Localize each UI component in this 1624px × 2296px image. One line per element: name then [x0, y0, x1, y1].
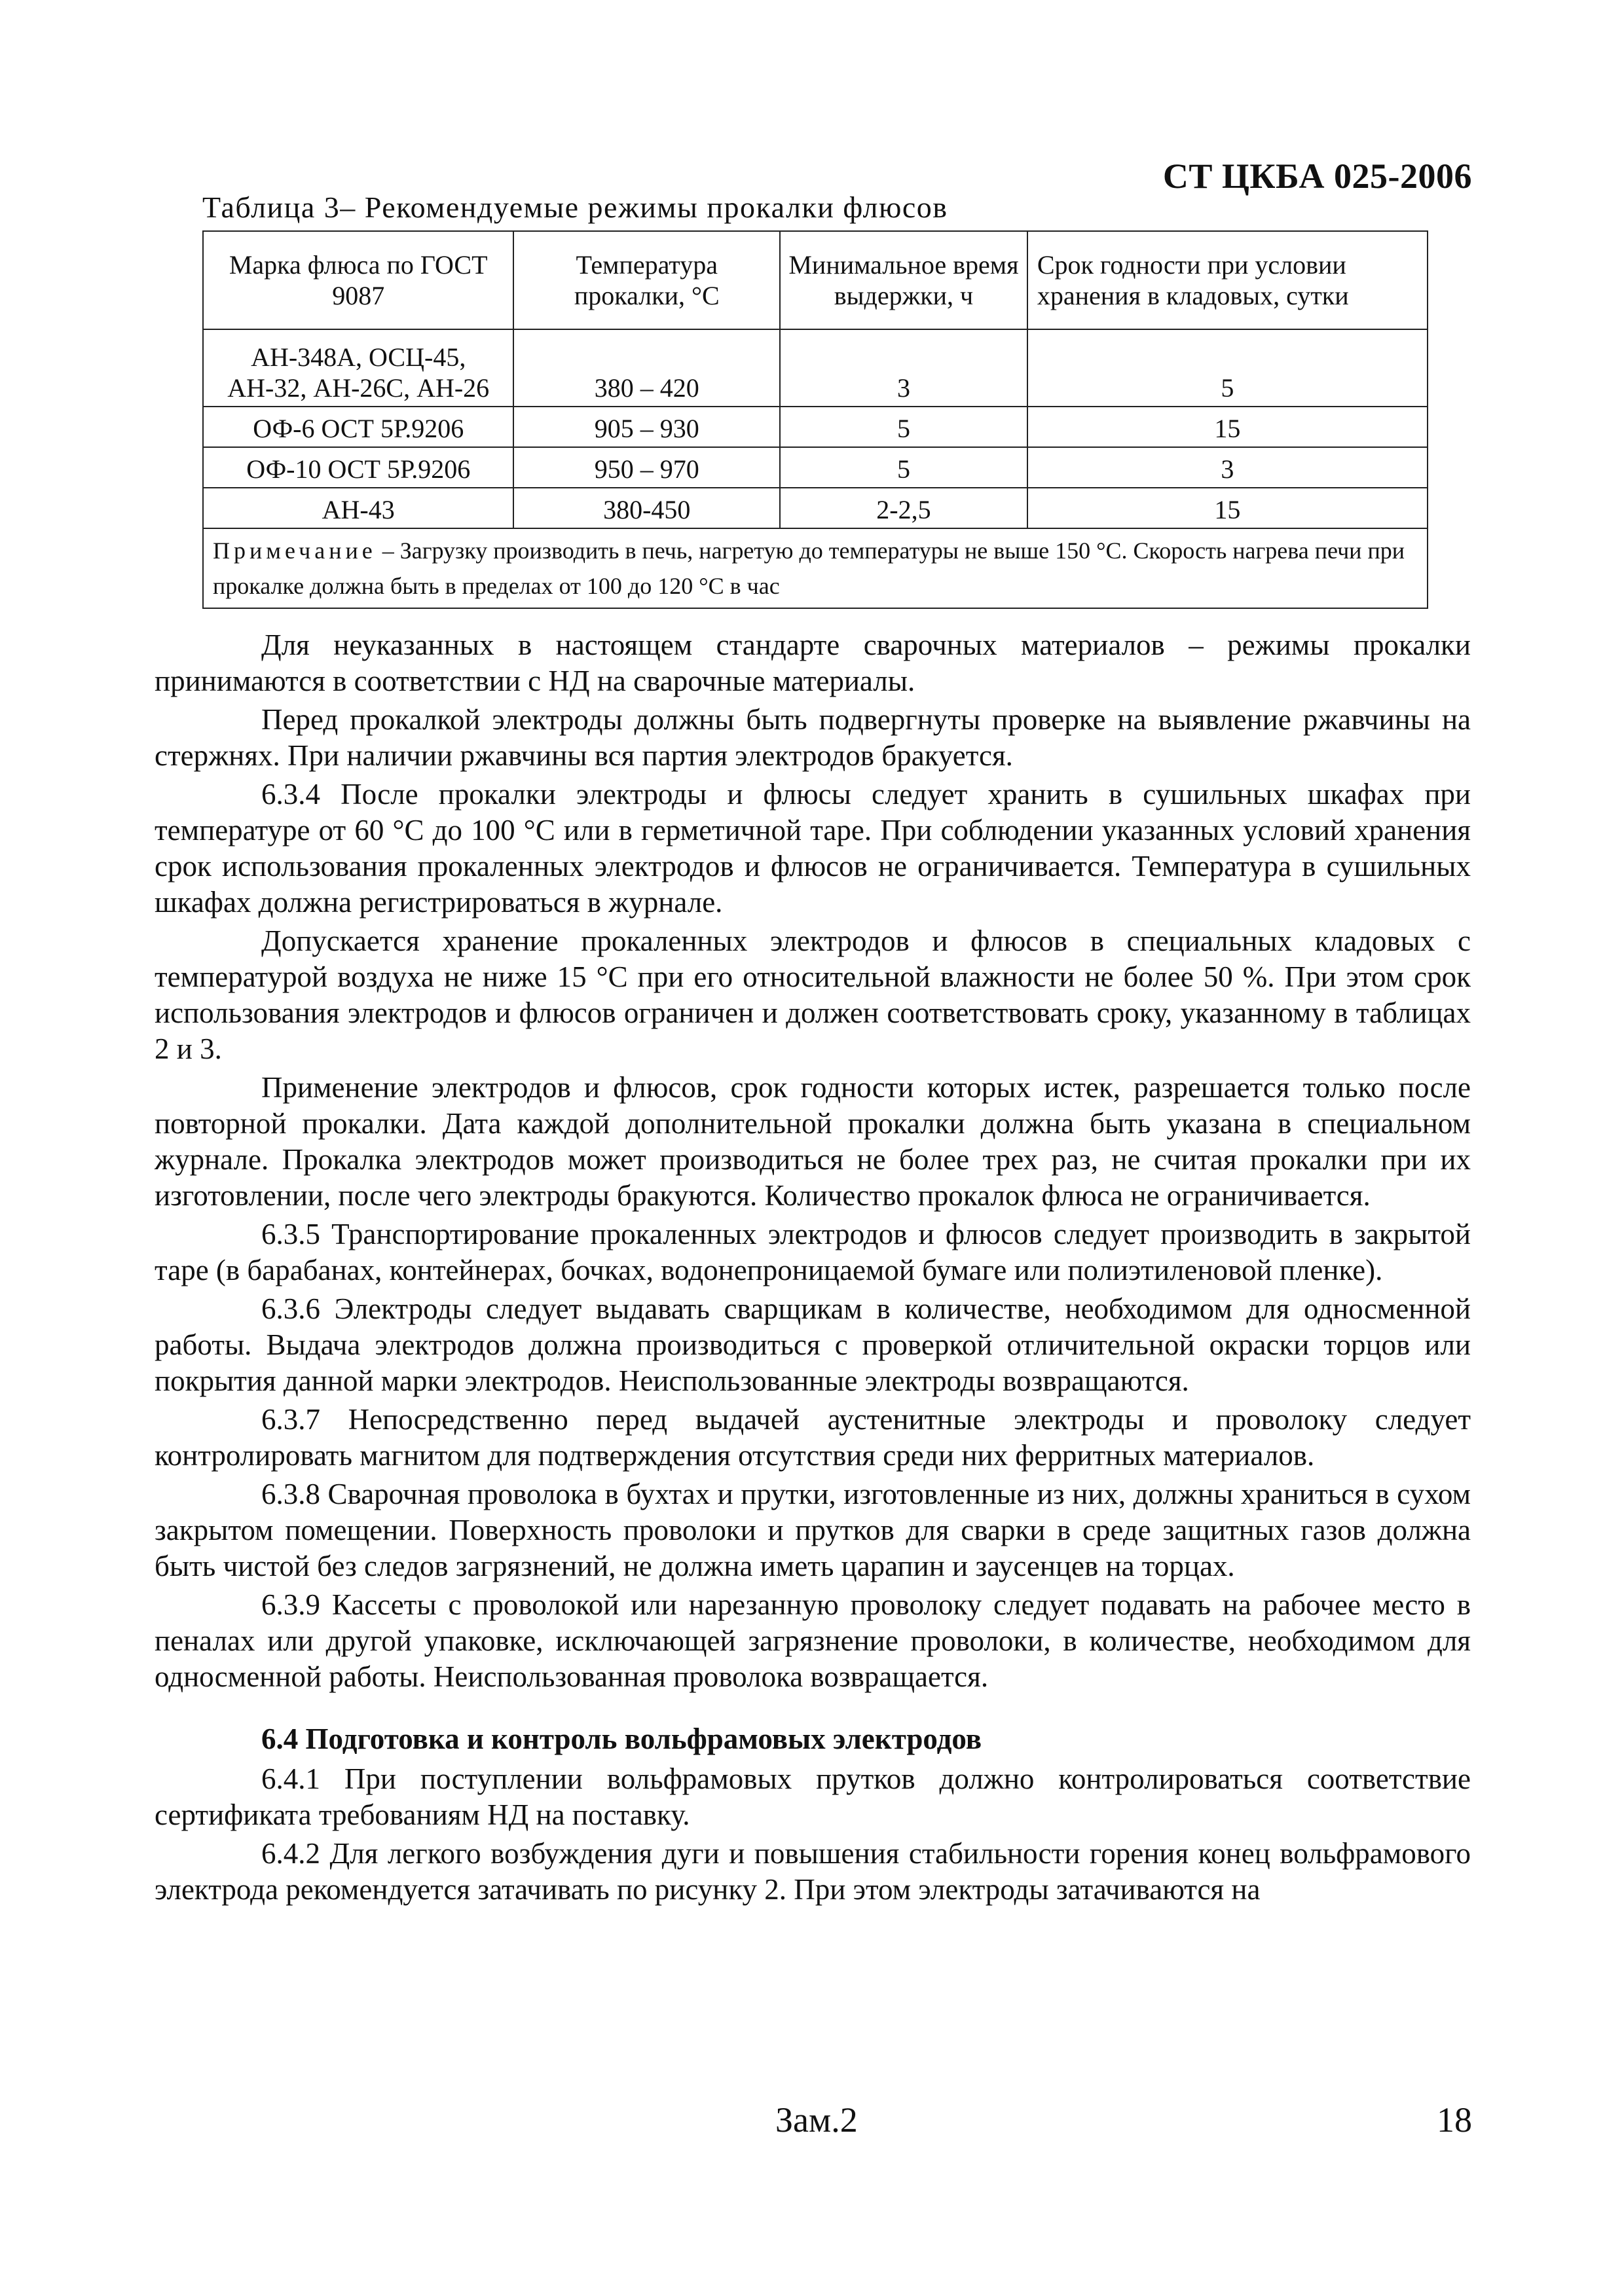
table-cell: АН-43 — [203, 488, 513, 528]
paragraph: 6.3.9 Кассеты с проволокой или нарезанную проволоку следует подавать на рабочее место в пеналах или другой упаковке, исключающей загрязнение проволоки, в количестве, необходимом для односменной работы. Неиспользованная проволока возвращается. — [155, 1588, 1471, 1693]
revision-mark: Зам.2 — [775, 2100, 858, 2140]
table-cell: ОФ-10 ОСТ 5Р.9206 — [203, 447, 513, 488]
table-cell: ОФ-6 ОСТ 5Р.9206 — [203, 407, 513, 447]
table-row — [203, 488, 1428, 528]
table-cell: 950 – 970 — [513, 447, 780, 488]
table-row — [203, 407, 1428, 447]
column-header: Марка флюса по ГОСТ 9087 — [203, 231, 513, 329]
paragraph: 6.4.1 При поступлении вольфрамовых прутков должно контролироваться соответствие сертификата требованиям НД на поставку. — [155, 1762, 1471, 1831]
table-cell: 3 — [780, 329, 1027, 407]
table-cell: 15 — [1027, 488, 1428, 528]
column-header: Минимальное время выдержки, ч — [780, 231, 1027, 329]
flux-calcination-table — [202, 230, 1428, 609]
column-header: Срок годности при условии хранения в кладовых, сутки — [1027, 231, 1428, 329]
table-header-row — [203, 231, 1428, 329]
paragraph: 6.3.4 После прокалки электроды и флюсы следует хранить в сушильных шкафах при температуре от 60 °С до 100 °С или в герметичной таре. При соблюдении указанных условий хранения срок использования прокаленных электродов и флюсов не ограничивается. Температура в сушильных шкафах должна регистрироваться в журнале. — [155, 778, 1471, 919]
column-header: Температура прокалки, °С — [513, 231, 780, 329]
paragraph: 6.3.8 Сварочная проволока в бухтах и прутки, изготовленные из них, должны храниться в сухом закрытом помещении. Поверхность проволоки и прутков для сварки в среде защитных газов должна быть чистой без следов загрязнений, не должна иметь царапин и заусенцев на торцах. — [155, 1478, 1471, 1582]
table-cell: 5 — [780, 407, 1027, 447]
paragraph: 6.4.2 Для легкого возбуждения дуги и повышения стабильности горения конец вольфрамового электрода рекомендуется затачивать по рисунку 2. При этом электроды затачиваются на — [155, 1837, 1471, 1906]
document-code: СТ ЦКБА 025-2006 — [1162, 156, 1472, 196]
paragraph: Перед прокалкой электроды должны быть подвергнуты проверке на выявление ржавчины на стержнях. При наличии ржавчины вся партия электродов бракуется. — [155, 703, 1471, 772]
paragraph: Допускается хранение прокаленных электродов и флюсов в специальных кладовых с температурой воздуха не ниже 15 °С при его относительной влажности не более 50 %. При этом срок использования электродов и флюсов ограничен и должен соответствовать сроку, указанному в таблицах 2 и 3. — [155, 924, 1471, 1065]
table-cell: 5 — [1027, 329, 1428, 407]
table-cell: 5 — [780, 447, 1027, 488]
paragraph: Для неуказанных в настоящем стандарте сварочных материалов – режимы прокалки принимаются в соответствии с НД на сварочные материалы. — [155, 629, 1471, 697]
note-label: Примечание — [213, 538, 377, 564]
table-row — [203, 447, 1428, 488]
paragraph: Применение электродов и флюсов, срок годности которых истек, разрешается только после повторной прокалки. Дата каждой дополнительной прокалки должна быть указана в специальном журнале. Прокалка электродов может производиться не более трех раз, не считая прокалки при их изготовлении, после чего электроды бракуются. Количество прокалок флюса не ограничивается. — [155, 1071, 1471, 1212]
table-row — [203, 329, 1428, 407]
table-cell: АН-348А, ОСЦ-45, АН-32, АН-26С, АН-26 — [203, 329, 513, 407]
table-caption: Таблица 3– Рекомендуемые режимы прокалки флюсов — [202, 191, 948, 224]
table-cell: 2-2,5 — [780, 488, 1027, 528]
table-cell: 380 – 420 — [513, 329, 780, 407]
table-cell: 905 – 930 — [513, 407, 780, 447]
table-note-row — [203, 528, 1428, 608]
table-cell: 3 — [1027, 447, 1428, 488]
document-body — [155, 627, 1471, 1910]
paragraph: 6.3.7 Непосредственно перед выдачей аустенитные электроды и проволоку следует контролировать магнитом для подтверждения отсутствия среди них ферритных материалов. — [155, 1403, 1471, 1472]
table-cell: 15 — [1027, 407, 1428, 447]
note-text: – Загрузку производить в печь, нагретую до температуры не выше 150 °С. Скорость нагрева печи при прокалке должна быть в пределах от 100 до 120 °С в час — [213, 538, 1405, 599]
section-heading: 6.4 Подготовка и контроль вольфрамовых электродов — [261, 1722, 982, 1755]
paragraph: 6.3.6 Электроды следует выдавать сварщикам в количестве, необходимом для односменной работы. Выдача электродов должна производиться с проверкой отличительной окраски торцов или покрытия данной марки электродов. Неиспользованные электроды возвращаются. — [155, 1292, 1471, 1397]
page-number: 18 — [1437, 2100, 1472, 2140]
table-note — [203, 528, 1428, 608]
paragraph: 6.3.5 Транспортирование прокаленных электродов и флюсов следует производить в закрытой таре (в барабанах, контейнерах, бочках, водонепроницаемой бумаге или полиэтиленовой пленке). — [155, 1218, 1471, 1286]
table-cell: 380-450 — [513, 488, 780, 528]
